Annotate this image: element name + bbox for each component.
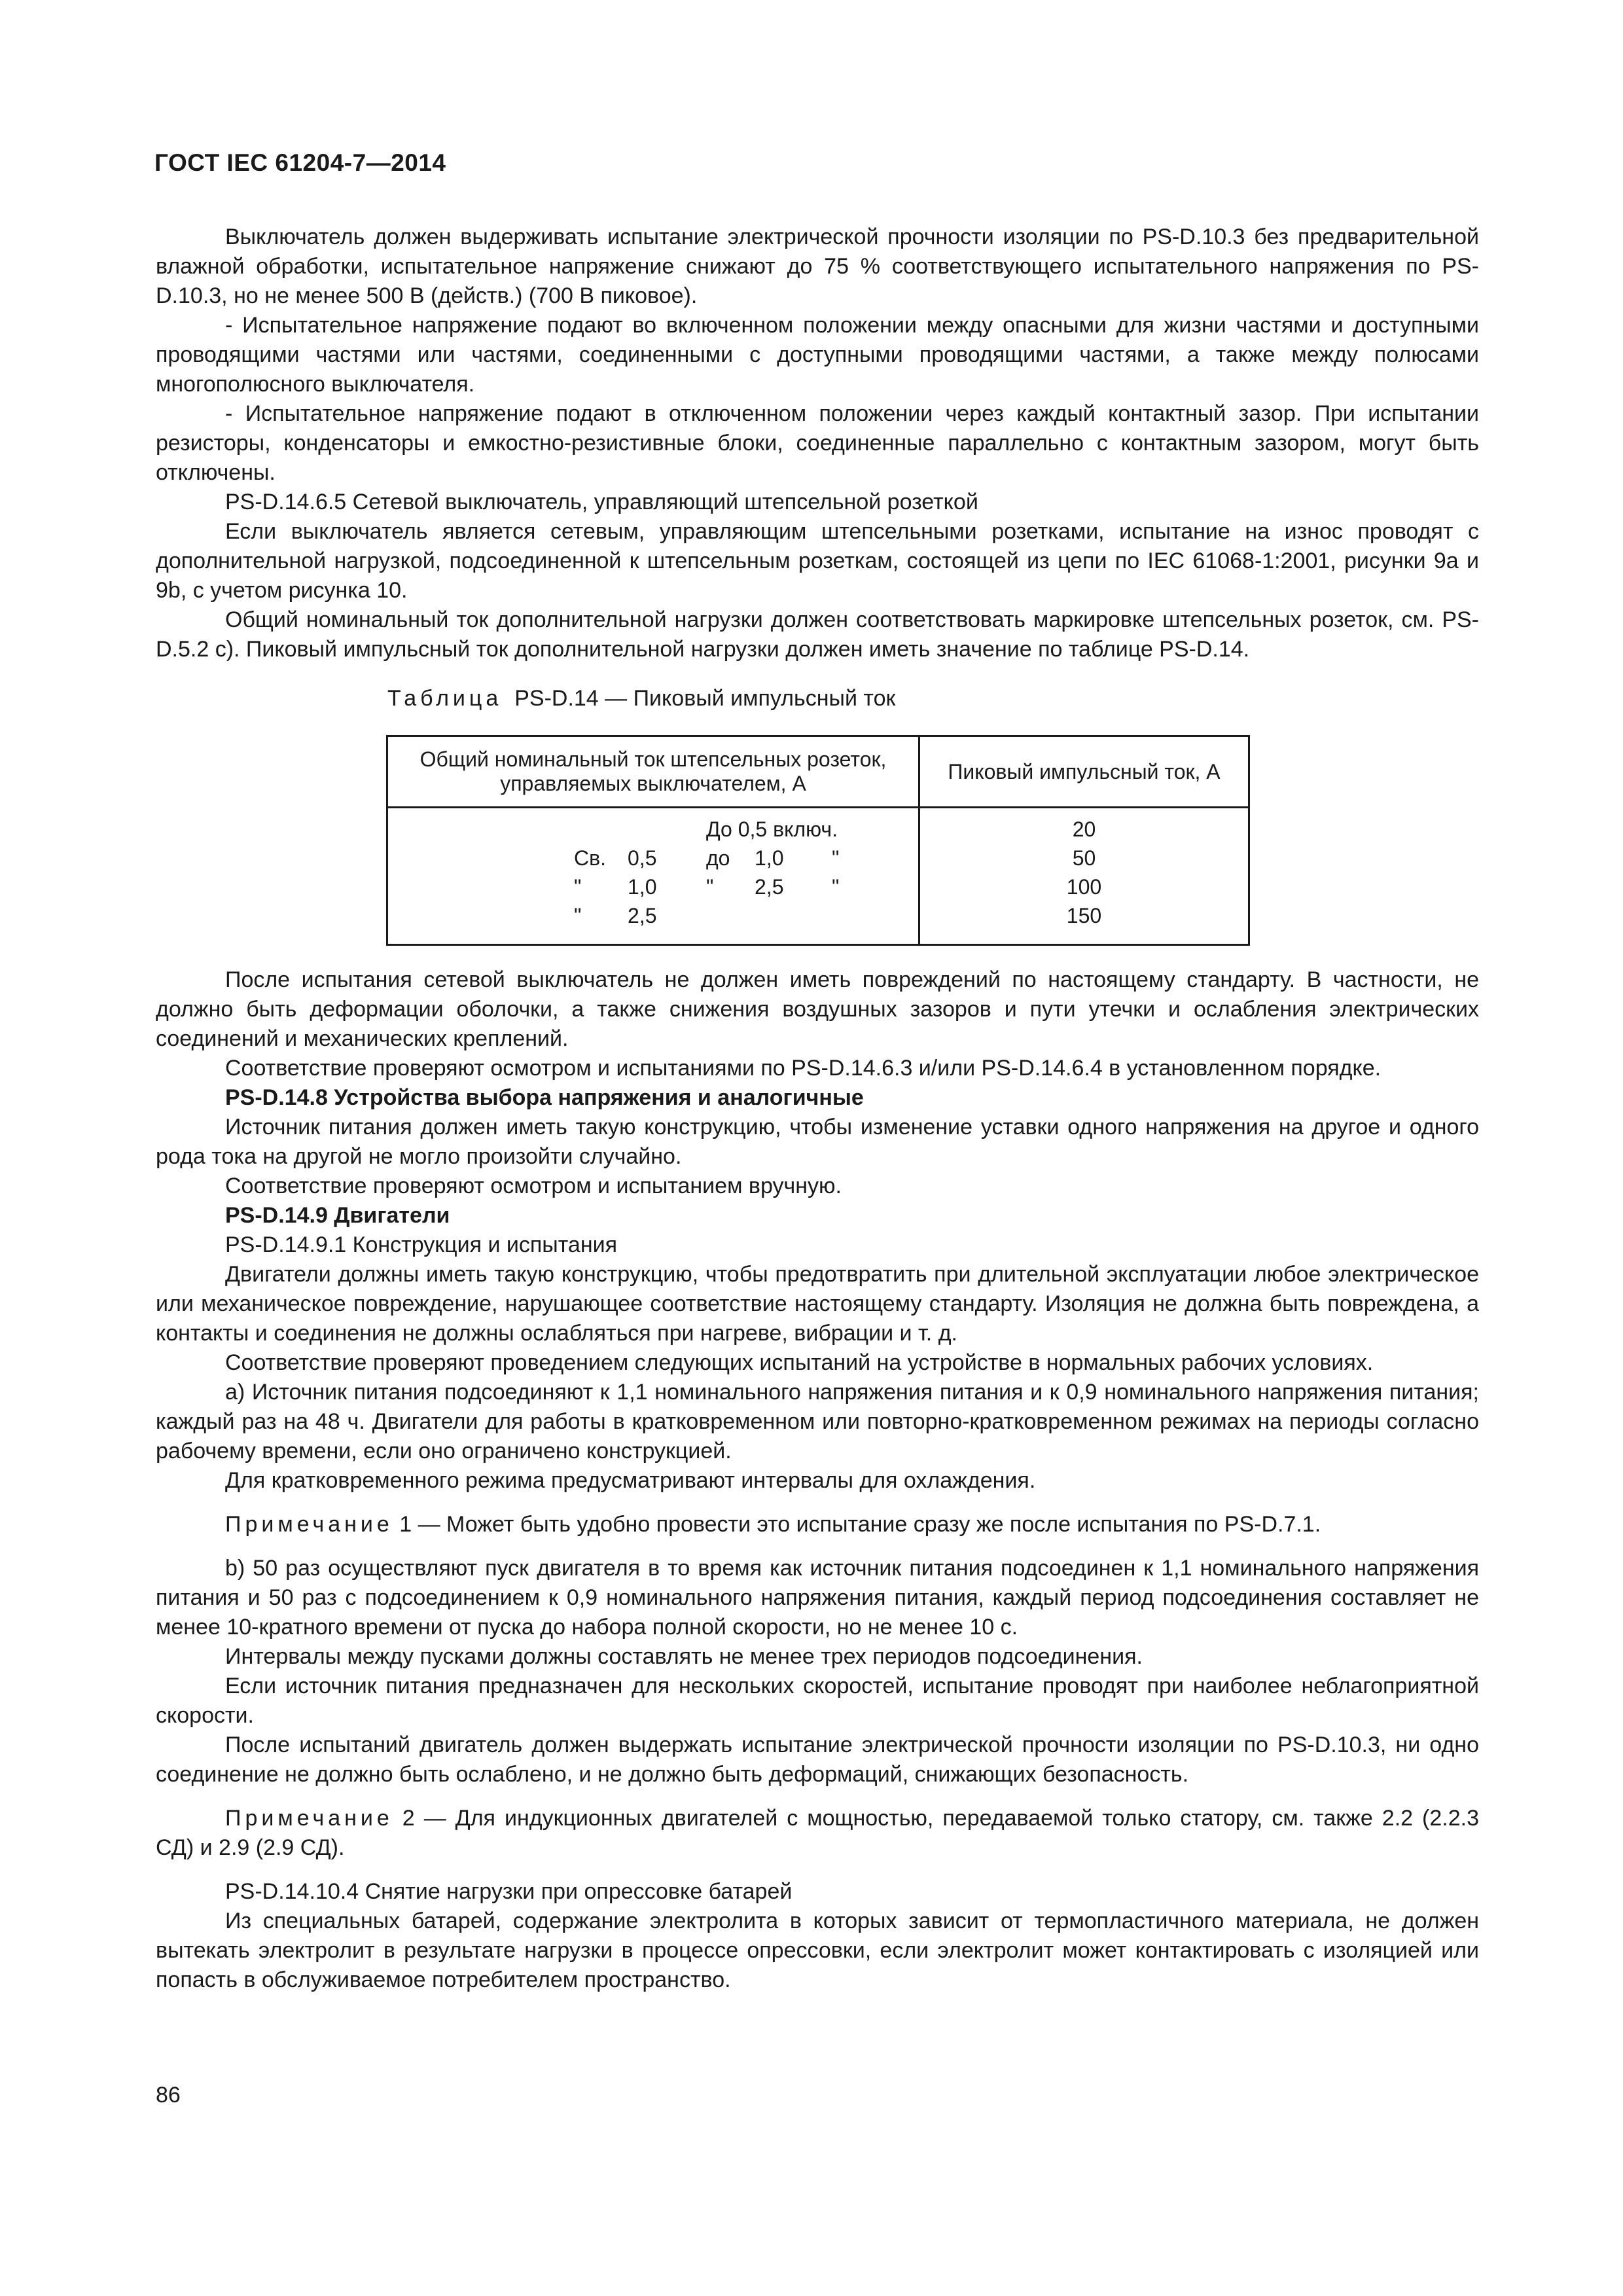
range-from <box>628 815 706 844</box>
peak-value: 50 <box>1072 846 1096 870</box>
range-to <box>755 901 832 930</box>
table-row <box>574 872 918 901</box>
current-range-cell <box>387 808 919 945</box>
page-number: 86 <box>156 2083 181 2108</box>
peak-current-cell <box>919 808 1249 945</box>
table-caption-text: PS-D.14 — Пиковый импульсный ток <box>514 686 896 711</box>
note-text: 2 — Для индукционных двигателей с мощностью, передаваемой только статору, см. также 2.2 (2.2.3 СД) и 2.9 (2.9 СД). <box>156 1806 1479 1860</box>
paragraph: Для кратковременного режима предусматривают интервалы для охлаждения. <box>225 1468 1036 1493</box>
paragraph: Если выключатель является сетевым, управляющим штепсельными розетками, испытание на износ проводят с дополнительной нагрузкой, подсоединенной к штепсельным розеткам, состоящей из цепи по IEC 61068-1:2001, рисунки 9а и 9b, с учетом рисунка 10. <box>156 519 1479 603</box>
paragraph: Соответствие проверяют осмотром и испытанием вручную. <box>225 1174 842 1198</box>
section-heading: PS-D.14.9 Двигатели <box>225 1203 450 1228</box>
paragraph: Соответствие проверяют осмотром и испытаниями по PS-D.14.6.3 и/или PS-D.14.6.4 в установленном порядке. <box>225 1056 1382 1081</box>
table-header-row <box>387 736 1249 808</box>
paragraph: Из специальных батарей, содержание электролита в которых зависит от термопластичного материала, не должен вытекать электролит в результате нагрузки в процессе опрессовки, если электролит может контактировать с изоляцией или попасть в обслуживаемое потребителем пространство. <box>156 1909 1479 1992</box>
note-text: 1 — Может быть удобно провести это испытание сразу же после испытания по PS-D.7.1. <box>393 1512 1321 1537</box>
range-to-label: " <box>706 875 714 899</box>
note-label: Примечание <box>225 1512 393 1537</box>
range-unit-mark: " <box>832 875 840 899</box>
note <box>156 1804 1479 1863</box>
paragraph: После испытаний двигатель должен выдержать испытание электрической прочности изоляции по PS-D.10.3, ни одно соединение не должно быть ослаблено, и не должно быть деформаций, снижающих безопасность. <box>156 1732 1479 1787</box>
range-prefix: " <box>574 875 582 899</box>
range-to: 1,0 <box>755 846 784 870</box>
range-unit-mark <box>832 901 871 930</box>
table-body-row <box>387 808 1249 945</box>
peak-value: 20 <box>1072 817 1096 841</box>
section-heading: PS-D.14.8 Устройства выбора напряжения и аналогичные <box>225 1085 864 1110</box>
peak-value: 100 <box>1066 875 1102 899</box>
paragraph: Двигатели должны иметь такую конструкцию, чтобы предотвратить при длительной эксплуатации любое электрическое или механическое повреждение, нарушающее соответствие настоящему стандарту. Изоляция не должна быть повреждена, а контакты и соединения не должны ослабляться при нагреве, вибрации и т. д. <box>156 1262 1479 1346</box>
paragraph: Источник питания должен иметь такую конструкцию, чтобы изменение уставки одного напряжения на другое и одного рода тока на другой не могло произойти случайно. <box>156 1115 1479 1169</box>
subsection-title: PS-D.14.9.1 Конструкция и испытания <box>225 1232 618 1257</box>
peak-value: 150 <box>1066 904 1102 927</box>
note <box>156 1510 1479 1539</box>
document-header: ГОСТ IEC 61204-7—2014 <box>154 149 446 176</box>
table-row <box>574 901 918 930</box>
range-unit-mark: " <box>832 846 840 870</box>
table-row <box>574 815 918 844</box>
paragraph: После испытания сетевой выключатель не должен иметь повреждений по настоящему стандарту. В частности, не должно быть деформации оболочки, а также снижения воздушных зазоров и пути утечки и ослабления электрических соединений и механических креплений. <box>156 967 1479 1051</box>
table-header-cell: Общий номинальный ток штепсельных розеток, управляемых выключателем, А <box>387 736 919 808</box>
range-prefix: " <box>574 904 582 927</box>
range-from: 2,5 <box>628 904 657 927</box>
paragraph: b) 50 раз осуществляют пуск двигателя в то время как источник питания подсоединен к 1,1 номинального напряжения питания и 50 раз с подсоединением к 0,9 номинального напряжения питания, каждый период подсоединения составляет не менее 10-кратного времени от пуска до набора полной скорости, но не менее 10 с. <box>156 1556 1479 1640</box>
table-row <box>574 844 918 872</box>
paragraph: Если источник питания предназначен для нескольких скоростей, испытание проводят при наиболее неблагоприятной скорости. <box>156 1674 1479 1728</box>
paragraph: Общий номинальный ток дополнительной нагрузки должен соответствовать маркировке штепсельных розеток, см. PS-D.5.2 с). Пиковый импульсный ток дополнительной нагрузки должен иметь значение по таблице PS-D.14. <box>156 607 1479 662</box>
range-to-label: До 0,5 включ. <box>706 817 838 841</box>
note-label: Примечание <box>225 1806 393 1831</box>
paragraph: - Испытательное напряжение подают во включенном положении между опасными для жизни частями и доступными проводящими частями или частями, соединенными с доступными проводящими частями, а также между полюсами многополюсного выключателя. <box>156 313 1479 397</box>
range-prefix: Св. <box>574 846 606 870</box>
range-to-label: до <box>706 846 730 870</box>
range-prefix <box>574 815 628 844</box>
range-to-label <box>706 901 755 930</box>
table-header-cell: Пиковый импульсный ток, А <box>919 736 1249 808</box>
table-caption <box>387 686 895 711</box>
subsection-title: PS-D.14.6.5 Сетевой выключатель, управляющий штепсельной розеткой <box>225 490 978 514</box>
paragraph: а) Источник питания подсоединяют к 1,1 номинального напряжения питания и к 0,9 номинального напряжения питания; каждый раз на 48 ч. Двигатели для работы в кратковременном или повторно-кратковременном режимах на периоды согласно рабочему времени, если оно ограничено конструкцией. <box>156 1380 1479 1463</box>
subsection-title: PS-D.14.10.4 Снятие нагрузки при опрессовке батарей <box>225 1879 793 1904</box>
peak-current-table <box>386 735 1250 946</box>
range-from: 0,5 <box>628 846 657 870</box>
range-to: 2,5 <box>755 875 784 899</box>
paragraph: Выключатель должен выдерживать испытание электрической прочности изоляции по PS-D.10.3 без предварительной влажной обработки, испытательное напряжение снижают до 75 % соответствующего испытательного напряжения по PS-D.10.3, но не менее 500 В (действ.) (700 В пиковое). <box>156 224 1479 308</box>
range-from: 1,0 <box>628 875 657 899</box>
document-body-continued <box>156 965 1479 1995</box>
paragraph: Интервалы между пусками должны составлять не менее трех периодов подсоединения. <box>225 1644 1143 1669</box>
paragraph: - Испытательное напряжение подают в отключенном положении через каждый контактный зазор. При испытании резисторы, конденсаторы и емкостно-резистивные блоки, соединенные параллельно с контактным зазором, могут быть отключены. <box>156 401 1479 485</box>
paragraph: Соответствие проверяют проведением следующих испытаний на устройстве в нормальных рабочих условиях. <box>225 1350 1374 1375</box>
document-body <box>156 223 1479 664</box>
table-caption-label: Таблица <box>387 686 503 711</box>
